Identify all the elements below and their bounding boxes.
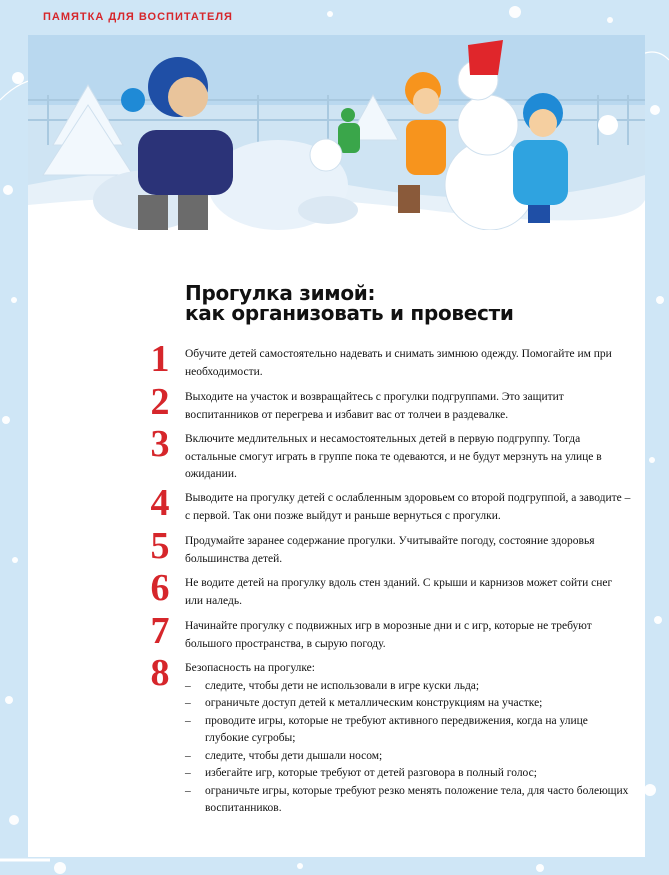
item-number: 6 [150, 567, 170, 609]
bullet-dash: – [185, 714, 191, 727]
bullet-dash: – [185, 784, 191, 797]
item-text: Включите медлительных и несамостоятельных детей в первую подгруппу. Тогда остальные смогут играть в группе пока те одеваются, и не будут мерзнуть на улице в ожидании. [185, 433, 602, 480]
item-number: 4 [150, 482, 170, 524]
bullet-dash: – [185, 679, 191, 692]
page-title [185, 283, 625, 323]
bullet-list [185, 678, 632, 818]
header-label: ПАМЯТКА ДЛЯ ВОСПИТАТЕЛЯ [43, 11, 233, 23]
bullet-text: ограничьте доступ детей к металлическим конструкциям на участке; [205, 697, 543, 709]
bullet-text: следите, чтобы дети дышали носом; [205, 749, 383, 762]
bullet-item [185, 695, 632, 713]
item-number: 2 [150, 381, 170, 423]
bullet-text: ограничьте игры, которые требуют резко менять положение тела, для часто болеющих воспитанников. [205, 784, 629, 814]
bullet-item [185, 765, 632, 783]
bullet-text: следите, чтобы дети не использовали в игре куски льда; [205, 679, 480, 692]
item-text: Выводите на прогулку детей с ослабленным здоровьем со второй подгруппой, а заводите – с первой. Так они позже выйдут и раньше вернуться с прогулки. [185, 492, 631, 522]
item-intro: Безопасность на прогулке: [185, 662, 315, 674]
item-number: 8 [150, 652, 170, 694]
item-text: Продумайте заранее содержание прогулки. Учитывайте погоду, состояние здоровья большинства детей. [185, 535, 595, 565]
item-number: 7 [150, 610, 170, 652]
item-text: Выходите на участок и возвращайтесь с прогулки подгруппами. Это защитит воспитанников от перегрева и избавит вас от толчеи в раздевалке. [185, 391, 564, 421]
bullet-dash: – [185, 749, 191, 762]
bullet-text: избегайте игр, которые требуют от детей разговора в полный голос; [205, 767, 537, 779]
winter-illustration [28, 35, 645, 230]
bullet-item [185, 678, 632, 696]
item-number: 5 [150, 525, 170, 567]
item-text: Не водите детей на прогулку вдоль стен зданий. С крыши и карнизов может сойти снег или наледь. [185, 577, 613, 607]
bullet-item [185, 783, 632, 818]
bullet-dash: – [185, 767, 191, 779]
title-line-2: как организовать и провести [185, 301, 514, 325]
bullet-text: проводите игры, которые не требуют активного передвижения, когда на улице глубокие сугробы; [205, 714, 588, 744]
item-text: Начинайте прогулку с подвижных игр в морозные дни и с игр, которые не требуют большого пространства, в сырую погоду. [185, 620, 592, 650]
item-text [185, 660, 632, 818]
item-text: Обучите детей самостоятельно надевать и снимать зимнюю одежду. Помогайте им при необходимости. [185, 348, 612, 378]
bullet-dash: – [185, 697, 191, 709]
item-number: 1 [150, 338, 170, 380]
title-line-1: Прогулка зимой: [185, 281, 376, 305]
item-number: 3 [150, 423, 170, 465]
bullet-item [185, 713, 632, 748]
bullet-item [185, 748, 632, 766]
